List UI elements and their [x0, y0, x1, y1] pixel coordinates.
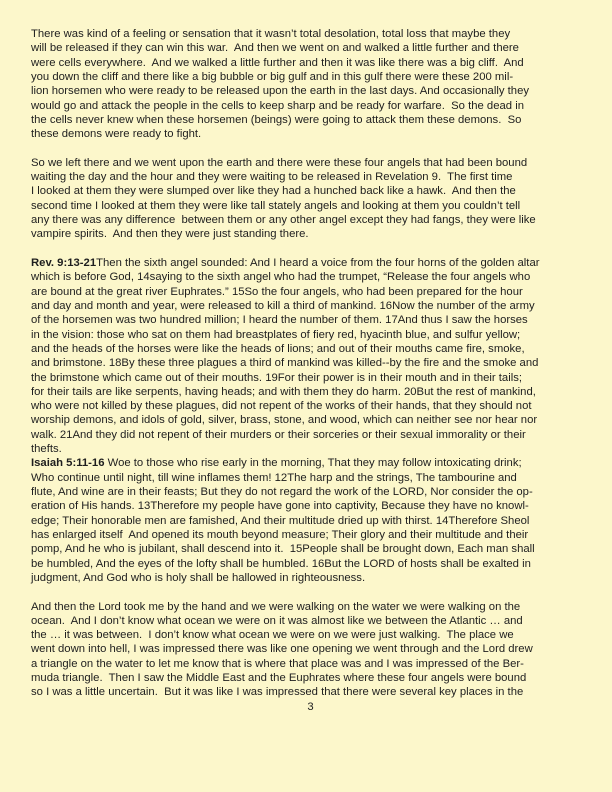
text-line: so I was a little uncertain. But it was like I was impressed that there were several key places in the — [31, 686, 524, 699]
text-line: worship demons, and idols of gold, silver, brass, stone, and wood, which can neither see nor hear nor — [31, 414, 538, 427]
text-line: judgment, And God who is holy shall be hallowed in righteousness. — [31, 571, 366, 584]
text-line: which is before God, 14saying to the sixth angel who had the trumpet, “Release the four angels who — [31, 271, 531, 284]
scripture-reference: Isaiah 5:11-16 — [31, 457, 105, 470]
text-line: Who continue until night, till wine inflames them! 12The harp and the strings, The tambourine and — [31, 471, 517, 484]
narrative-four-angels — [31, 156, 590, 242]
text-line: pomp, And he who is jubilant, shall descend into it. 15People shall be brought down, Each man shall — [31, 543, 535, 556]
text-line: flute, And wine are in their feasts; But they do not regard the work of the LORD, Nor consider the op- — [31, 486, 533, 498]
text-line: went down into hell, I was impressed there was like one opening we went through and the Lord drew — [31, 643, 533, 656]
text-line: I looked at them they were slumped over like they had a hunched back like a hawk. And then the — [31, 185, 516, 198]
text-line: and the heads of the horses were like the heads of lions; and out of their mouths came fire, smoke, — [31, 342, 525, 355]
text-line: waiting the day and the hour and they were waiting to be released in Revelation 9. The first time — [31, 171, 513, 184]
text-line: second time I looked at them they were like tall stately angels and looking at them you couldn’t tell — [31, 199, 521, 212]
text-line: And then the Lord took me by the hand and we were walking on the water we were walking on the — [31, 600, 521, 613]
text-line: ocean. And I don’t know what ocean we were on it was almost like we between the Atlantic … and — [31, 614, 523, 627]
text-line: these demons were ready to fight. — [31, 128, 202, 141]
text-line: the … it was between. I don’t know what ocean we were on we were just walking. The place we — [31, 629, 514, 642]
text-line: a triangle on the water to let me know that is where that place was and I was impressed of the Ber- — [31, 657, 524, 670]
scripture-reference: Rev. 9:13-21 — [31, 257, 97, 269]
text-line: the cells never knew when these horsemen (beings) were going to attack them these demons. So — [31, 113, 522, 126]
text-line: who were not killed by these plagues, did not repent of the works of their hands, that they should not — [31, 400, 532, 413]
narrative-cells-and-horsemen — [31, 27, 590, 142]
text-line: muda triangle. Then I saw the Middle East and the Euphrates where these four angels were bound — [31, 672, 527, 685]
text-line: Rev. 9:13-21Then the sixth angel sounded: And I heard a voice from the four horns of the golden altar — [31, 257, 540, 269]
text-line: and day and month and year, were released to kill a third of mankind. 16Now the number of the army — [31, 299, 535, 312]
text-line: edge; Their honorable men are famished, And their multitude dried up with thirst. 14Therefore Sheol — [31, 514, 530, 527]
text-line: will be released if they can win this war. And then we went on and walked a little further and there — [31, 42, 519, 55]
text-line: lion horsemen who were ready to be released upon the earth in the last days. And occasionally they — [31, 85, 529, 98]
text-line: has enlarged itself And opened its mouth beyond measure; Their glory and their multitude and their — [31, 528, 529, 541]
text-line: walk. 21And they did not repent of their murders or their sorceries or their sexual immorality or their — [31, 428, 526, 441]
text-line: and brimstone. 18By these three plagues a third of mankind was killed--by the fire and the smoke and — [31, 357, 539, 370]
text-line: of the horsemen was two hundred million; I heard the number of them. 17And thus I saw the horses — [31, 314, 528, 327]
text-line: in the vision: those who sat on them had breastplates of fiery red, hyacinth blue, and sulfur yellow; — [31, 328, 521, 341]
text-line: you down the cliff and there like a big bubble or big gulf and in this gulf there were these 200 mil- — [31, 70, 514, 83]
text-line: eration of His hands. 13Therefore my people have gone into captivity, Because they have no knowl- — [31, 500, 529, 513]
text-line: Isaiah 5:11-16 Woe to those who rise early in the morning, That they may follow intoxicating drink; — [31, 457, 522, 470]
document-body — [31, 27, 590, 714]
text-line: the brimstone which came out of their mouths. 19For their power is in their mouth and in their tails; — [31, 371, 523, 384]
narrative-walking-on-water — [31, 600, 590, 700]
text-line: any there was any difference between them or any other angel except they had fangs, they were like — [31, 214, 536, 227]
page-number: 3 — [307, 700, 314, 713]
text-line: would go and attack the people in the cells to keep sharp and be ready for warfare. So the dead in — [31, 99, 524, 112]
text-line: thefts. — [31, 443, 62, 456]
text-line: vampire spirits. And then they were just standing there. — [31, 228, 309, 241]
text-line: were cells everywhere. And we walked a little further and then it was like there was a big cliff. And — [31, 56, 524, 69]
text-line: be humbled, And the eyes of the lofty shall be humbled. 16But the LORD of hosts shall be exalted in — [31, 557, 531, 570]
scripture-isaiah-5-11-16 — [31, 456, 590, 585]
text-line: So we left there and we went upon the earth and there were these four angels that had been bound — [31, 156, 528, 169]
text-line: for their tails are like serpents, having heads; and with them they do harm. 20But the rest of mankind, — [31, 385, 536, 398]
text-line: are bound at the great river Euphrates.” 15So the four angels, who had been prepared for the hour — [31, 285, 523, 298]
text-line: There was kind of a feeling or sensation that it wasn’t total desolation, total loss that maybe they — [31, 28, 511, 40]
scripture-revelation-9-13-21 — [31, 256, 590, 456]
